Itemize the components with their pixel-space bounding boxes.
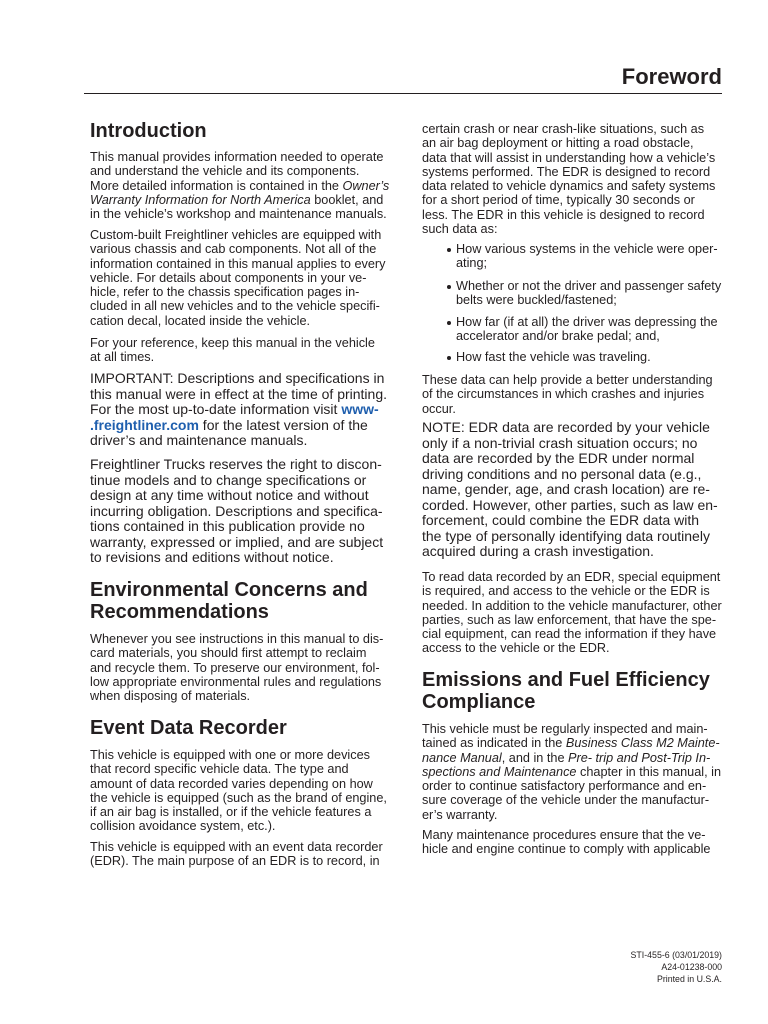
intro-paragraph-overview (90, 150, 389, 221)
text-line: How fast the vehicle was traveling. (456, 350, 651, 364)
heading-line: Recommendations (90, 601, 269, 623)
text-line: at all times. (90, 350, 155, 365)
bullet-item (456, 315, 718, 344)
text-line: For your reference, keep this manual in the vehicle (90, 336, 375, 350)
text-line: NOTE: EDR data are recorded by your vehicle (422, 419, 710, 435)
text-line: card materials, you should first attempt to reclaim (90, 646, 367, 661)
text-line: such data as: (422, 222, 498, 237)
italic-text: Business Class M2 Mainte- (565, 736, 720, 751)
bullet-icon (447, 285, 451, 289)
intro-paragraph-custom-built (90, 228, 386, 328)
text-line: certain crash or near crash-like situations, such as (422, 122, 705, 136)
text-line: This manual provides information needed to operate (90, 150, 384, 164)
text-line: is required, and access to the vehicle or the EDR is (422, 584, 710, 599)
emissions-paragraph-inspection (422, 722, 721, 822)
text-line: incurring obligation. Descriptions and specifica- (90, 502, 383, 519)
italic-text: spections and Maintenance (422, 764, 577, 779)
edr-note (422, 420, 718, 560)
text-run: booklet, and (310, 192, 384, 207)
text-line: This vehicle must be regularly inspected and main- (422, 722, 708, 736)
text-run: More detailed information is contained in the (90, 178, 343, 193)
italic-text: Pre- trip and Post-Trip In- (568, 750, 711, 765)
text-line: cation decal, located inside the vehicle. (90, 313, 311, 328)
bullet-item (456, 279, 721, 308)
website-link[interactable]: .freightliner.com (90, 416, 199, 433)
text-line: How far (if at all) the driver was depressing the (456, 315, 718, 329)
part-number: A24-01238-000 (661, 962, 722, 972)
section-heading-introduction: Introduction (90, 120, 207, 142)
edr-paragraph-reading-data (422, 570, 722, 656)
text-line: cluded in all new vehicles and to the vehicle specifi- (90, 299, 380, 314)
text-line: IMPORTANT: Descriptions and specifications in (90, 370, 385, 386)
printed-location: Printed in U.S.A. (656, 974, 722, 984)
text-line: (EDR). The main purpose of an EDR is to record, in (90, 854, 380, 869)
text-line: This vehicle is equipped with one or more devices (90, 748, 370, 762)
text-line: for a short period of time, typically 30 seconds or (422, 193, 695, 208)
text-line: collision avoidance system, etc.). (90, 819, 276, 834)
heading-line: Emissions and Fuel Efficiency (422, 669, 710, 691)
text-line: Whether or not the driver and passenger safety (456, 278, 722, 293)
text-line: parties, such as law enforcement, that have the spe- (422, 612, 717, 627)
text-line: driving conditions and no personal data (e.g., (422, 465, 702, 482)
text-line: order to continue satisfactory performance and en- (422, 779, 707, 794)
header-divider (84, 93, 722, 94)
text-line: of the circumstances in which crashes and injuries (422, 387, 705, 402)
text-line: when disposing of materials. (90, 689, 251, 704)
text-line (422, 765, 721, 779)
heading-line: Environmental Concerns and (90, 579, 368, 601)
text-line (90, 179, 389, 193)
text-line: that record specific vehicle data. The type and (90, 762, 349, 777)
text-line: name, gender, age, and crash location) are re- (422, 481, 710, 497)
text-line: information contained in this manual applies to every (90, 256, 386, 271)
text-line: Whenever you see instructions in this manual to dis- (90, 632, 384, 646)
text-line: vehicle. For details about components in your ve- (90, 270, 367, 285)
text-line: data that will assist in understanding how a vehicle’s (422, 150, 716, 165)
text-line: this manual were in effect at the time of printing. (90, 385, 388, 402)
document-id: STI-455-6 (03/01/2019) (630, 950, 722, 960)
text-line: systems performed. The EDR is designed to record (422, 164, 711, 179)
document-footer (631, 949, 722, 985)
bullet-icon (447, 248, 451, 252)
text-line (422, 736, 721, 750)
text-line: ating; (456, 256, 488, 271)
text-run: chapter in this manual, in (576, 764, 722, 779)
bullet-icon (447, 356, 451, 360)
text-line: to revisions and editions without notice. (90, 549, 334, 565)
text-line: cial equipment, can read the information if they have (422, 627, 717, 642)
text-line (90, 402, 387, 418)
bullet-item (456, 242, 718, 271)
text-line: an air bag deployment or hitting a road obstacle, (422, 136, 694, 151)
bullet-item (456, 350, 651, 364)
edr-paragraph-devices (90, 748, 387, 834)
text-line: forcement, could combine the EDR data with (422, 512, 700, 528)
text-line (90, 418, 387, 434)
text-line: corded. However, other parties, such as law en- (422, 496, 718, 513)
italic-text: nance Manual (422, 750, 502, 765)
bullet-icon (447, 321, 451, 325)
text-line: hicle, refer to the chassis specification pages in- (90, 285, 360, 300)
text-line: less. The EDR in this vehicle is designed to record (422, 207, 705, 222)
text-line: only if a non-trivial crash situation occurs; no (422, 434, 698, 451)
page-header-title: Foreword (621, 64, 722, 89)
text-line: if an air bag is installed, or if the vehicle features a (90, 805, 372, 820)
text-line: er’s warranty. (422, 807, 498, 822)
edr-paragraph-purpose-continued (422, 122, 715, 236)
text-line: data are recorded by the EDR under normal (422, 450, 695, 466)
text-line: various chassis and cab components. Not all of the (90, 242, 377, 257)
text-line: data related to vehicle dynamics and safety systems (422, 179, 716, 194)
emissions-paragraph-maintenance (422, 828, 710, 857)
section-heading-emissions (422, 669, 710, 713)
text-line: How various systems in the vehicle were oper- (456, 242, 718, 256)
text-line: access to the vehicle or the EDR. (422, 641, 610, 656)
text-line: To read data recorded by an EDR, special equipment (422, 570, 721, 584)
text-run: tained as indicated in the (422, 736, 566, 751)
environmental-paragraph (90, 632, 383, 703)
text-line: tinue models and to change specifications or (90, 471, 367, 488)
text-line: driver’s and maintenance manuals. (90, 432, 308, 448)
important-notice (90, 371, 387, 449)
text-line: belts were buckled/fastened; (456, 292, 617, 307)
text-line: and understand the vehicle and its components. (90, 164, 360, 179)
section-heading-environmental (90, 579, 368, 623)
text-run: For the most up-to-date information visit (90, 401, 342, 417)
text-line: needed. In addition to the vehicle manufacturer, other (422, 598, 722, 613)
heading-line: Compliance (422, 691, 536, 713)
text-line: sure coverage of the vehicle under the manufactur- (422, 793, 710, 808)
section-heading-event-data-recorder: Event Data Recorder (90, 717, 287, 739)
text-line: acquired during a crash investigation. (422, 543, 654, 559)
text-line: the type of personally identifying data routinely (422, 527, 710, 544)
text-line: accelerator and/or brake pedal; and, (456, 329, 660, 344)
website-link[interactable]: www- (341, 401, 379, 417)
text-line: warranty, expressed or implied, and are subject (90, 533, 384, 550)
edr-paragraph-understanding (422, 373, 713, 416)
text-line: Custom-built Freightliner vehicles are equipped with (90, 228, 382, 242)
text-line: Many maintenance procedures ensure that the ve- (422, 828, 706, 842)
text-line: Freightliner Trucks reserves the right to discon- (90, 456, 382, 472)
edr-paragraph-purpose (90, 840, 383, 869)
text-run: , and in the (501, 750, 569, 765)
text-line: occur. (422, 401, 456, 416)
text-line (90, 193, 389, 207)
text-line: These data can help provide a better understanding (422, 373, 713, 387)
text-line: design at any time without notice and without (90, 487, 369, 503)
text-line: tions contained in this publication provide no (90, 518, 365, 534)
text-line: low appropriate environmental rules and regulations (90, 674, 382, 689)
text-line: in the vehicle’s workshop and maintenance manuals. (90, 207, 387, 222)
text-line (422, 751, 721, 765)
italic-text: Warranty Information for North America (90, 192, 311, 207)
text-line: the vehicle is equipped (such as the brand of engine, (90, 790, 387, 805)
text-line: hicle and engine continue to comply with applicable (422, 842, 711, 857)
text-line: and recycle them. To preserve our environment, fol- (90, 660, 380, 675)
italic-text: Owner’s (342, 178, 390, 193)
text-line: This vehicle is equipped with an event data recorder (90, 840, 383, 854)
text-line: amount of data recorded varies depending on how (90, 776, 373, 791)
rights-reserved-paragraph (90, 457, 383, 566)
intro-paragraph-reference (90, 336, 375, 365)
text-run: for the latest version of the (198, 416, 368, 433)
